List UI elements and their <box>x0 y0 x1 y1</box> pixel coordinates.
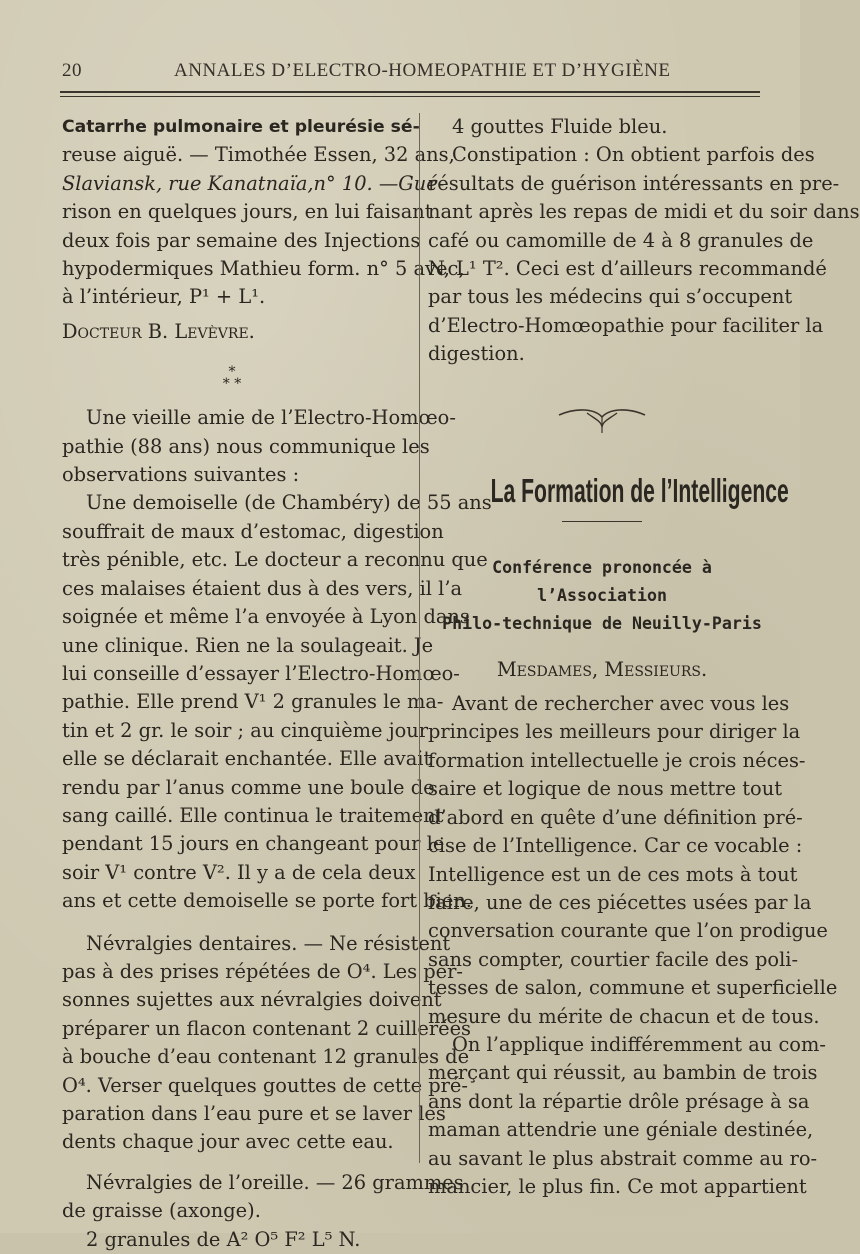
observation-paragraph <box>62 489 492 915</box>
text-line: saire et logique de nous mettre tout <box>428 777 783 801</box>
text-line: principes les meilleurs pour diriger la <box>428 720 801 744</box>
text-line: rendu par l’anus comme une boule de <box>62 775 435 799</box>
text-line: Intelligence est un de ces mots à tout <box>428 862 798 886</box>
text-line: d’abord en quête d’une définition pré- <box>428 805 803 829</box>
text-line: 2 granules de A² O⁵ F² L⁵ N. <box>86 1227 361 1251</box>
text-line: nant après les repas de midi et du soir dans <box>428 200 860 224</box>
catarrhe-paragraph <box>62 113 465 312</box>
nevralgies-oreille-paragraph <box>62 1169 464 1254</box>
text-line: Slaviansk, rue Kanatnaïa,n° 10. —Gué- <box>62 171 445 195</box>
text-line: de graisse (axonge). <box>62 1199 261 1223</box>
text-line: par tous les médecins qui s’occupent <box>428 285 793 309</box>
text-line: Avant de rechercher avec vous les <box>452 692 790 716</box>
lecture-paragraph-2 <box>428 1031 826 1201</box>
salutation: Mesdames, Messieurs. <box>496 657 708 681</box>
text-line: ans dont la répartie drôle présage à sa <box>428 1089 810 1113</box>
running-title: ANNALES D’ELECTRO-HOMEOPATHIE ET D’HYGIÈNE <box>174 60 671 81</box>
text-line: O⁴. Verser quelques gouttes de cette pré- <box>62 1073 468 1097</box>
text-line: tin et 2 gr. le soir ; au cinquième jour <box>62 718 429 742</box>
constipation-paragraph <box>428 113 860 369</box>
text-line: Une vieille amie de l’Electro-Homœo- <box>86 406 456 430</box>
text-line: merçant qui réussit, au bambin de trois <box>428 1061 818 1085</box>
text-line: ans et cette demoiselle se porte fort bien. <box>62 889 472 913</box>
text-line: faire, une de ces piécettes usées par la <box>428 890 812 914</box>
text-line: soir V¹ contre V². Il y a de cela deux <box>62 860 416 884</box>
text-line: préparer un flacon contenant 2 cuillerées <box>62 1016 472 1040</box>
asterism-bottom: * * <box>222 376 242 393</box>
text-line: à l’intérieur, P¹ + L¹. <box>62 285 266 309</box>
right-column <box>428 113 860 1201</box>
text-line: reuse aiguë. — Timothée Essen, 32 ans, <box>62 143 455 167</box>
text-line: résultats de guérison intéressants en pre- <box>428 171 840 195</box>
conference-line: Conférence prononcée à l’Association <box>492 557 712 605</box>
text-line: cise de l’Intelligence. Car ce vocable : <box>428 834 803 858</box>
text-line: ces malaises étaient dus à des vers, il l’a <box>62 576 463 600</box>
text-line: pendant 15 jours en changeant pour le <box>62 832 445 856</box>
page-header <box>62 60 752 86</box>
text-line: 4 gouttes Fluide bleu. <box>452 115 668 138</box>
section-title: La Formation de l’Intelligence <box>490 471 789 509</box>
text-line: une clinique. Rien ne la soulageait. Je <box>62 633 434 657</box>
lecture-paragraph <box>428 690 838 1031</box>
text-line: très pénible, etc. Le docteur a reconnu que <box>62 548 488 572</box>
text-line: souffrait de maux d’estomac, digestion <box>62 519 444 543</box>
text-line: tesses de salon, commune et superficielle <box>428 976 838 1000</box>
text-line: Catarrhe pulmonaire et pleurésie sé- <box>62 117 420 137</box>
text-line: lui conseille d’essayer l’Electro-Homœo- <box>62 661 460 685</box>
text-line: pathie (88 ans) nous communique les <box>62 434 430 458</box>
text-line: formation intellectuelle je crois néces- <box>428 748 806 772</box>
text-line: Névralgies de l’oreille. — 26 grammes <box>86 1170 464 1194</box>
text-line: dents chaque jour avec cette eau. <box>62 1130 394 1154</box>
text-line: sang caillé. Elle continua le traitement <box>62 803 444 827</box>
conference-line: Philo-technique de Neuilly-Paris <box>442 613 762 633</box>
text-line: Constipation : On obtient parfois des <box>452 143 815 167</box>
text-line: mesure du mérite de chacun et de tous. <box>428 1004 820 1028</box>
page-number: 20 <box>62 60 82 81</box>
signature: Docteur B. Levèvre. <box>62 319 255 343</box>
conference-subtitle <box>428 554 776 638</box>
flourish-icon <box>557 403 647 439</box>
text-line: Une demoiselle (de Chambéry) de 55 ans <box>86 491 492 515</box>
text-line: sans compter, courtier facile des poli- <box>428 947 799 971</box>
text-line: à bouche d’eau contenant 12 granules de <box>62 1045 470 1069</box>
text-line: pathie. Elle prend V¹ 2 granules le ma- <box>62 690 444 714</box>
text-line: N, L¹ T². Ceci est d’ailleurs recommandé <box>428 257 827 281</box>
text-line: Névralgies dentaires. — Ne résistent <box>86 931 451 955</box>
text-line: On l’applique indifféremment au com- <box>452 1032 826 1056</box>
text-line: maman attendrie une géniale destinée, <box>428 1118 814 1142</box>
title-rule <box>562 521 642 522</box>
text-line: mancier, le plus fin. Ce mot appartient <box>428 1174 807 1198</box>
text-line: hypodermiques Mathieu form. n° 5 avec, <box>62 257 465 281</box>
nevralgies-dentaires-paragraph <box>62 930 472 1157</box>
text-line: pas à des prises répétées de O⁴. Les per- <box>62 959 463 983</box>
text-line: paration dans l’eau pure et se laver les <box>62 1102 446 1125</box>
header-rule-thin <box>60 96 760 97</box>
text-line: digestion. <box>428 342 525 366</box>
text-line: soignée et même l’a envoyée à Lyon dans <box>62 605 470 629</box>
header-rule <box>60 91 760 93</box>
column-divider <box>419 113 420 1163</box>
text-line: d’Electro-Homœopathie pour faciliter la <box>428 313 824 337</box>
asterism-top: * <box>228 364 236 381</box>
text-line: au savant le plus abstrait comme au ro- <box>428 1146 818 1170</box>
text-line: deux fois par semaine des Injections <box>62 228 421 252</box>
text-line: elle se déclarait enchantée. Elle avait <box>62 747 432 771</box>
intro-paragraph <box>62 404 456 489</box>
left-column <box>62 113 492 1254</box>
asterism <box>62 364 402 393</box>
text-line: café ou camomille de 4 à 8 granules de <box>428 228 814 252</box>
text-line: observations suivantes : <box>62 463 300 487</box>
text-line: conversation courante que l’on prodigue <box>428 919 828 943</box>
text-line: sonnes sujettes aux névralgies doivent <box>62 988 442 1012</box>
ornament-divider <box>428 403 776 439</box>
text-line: rison en quelques jours, en lui faisant <box>62 200 433 224</box>
